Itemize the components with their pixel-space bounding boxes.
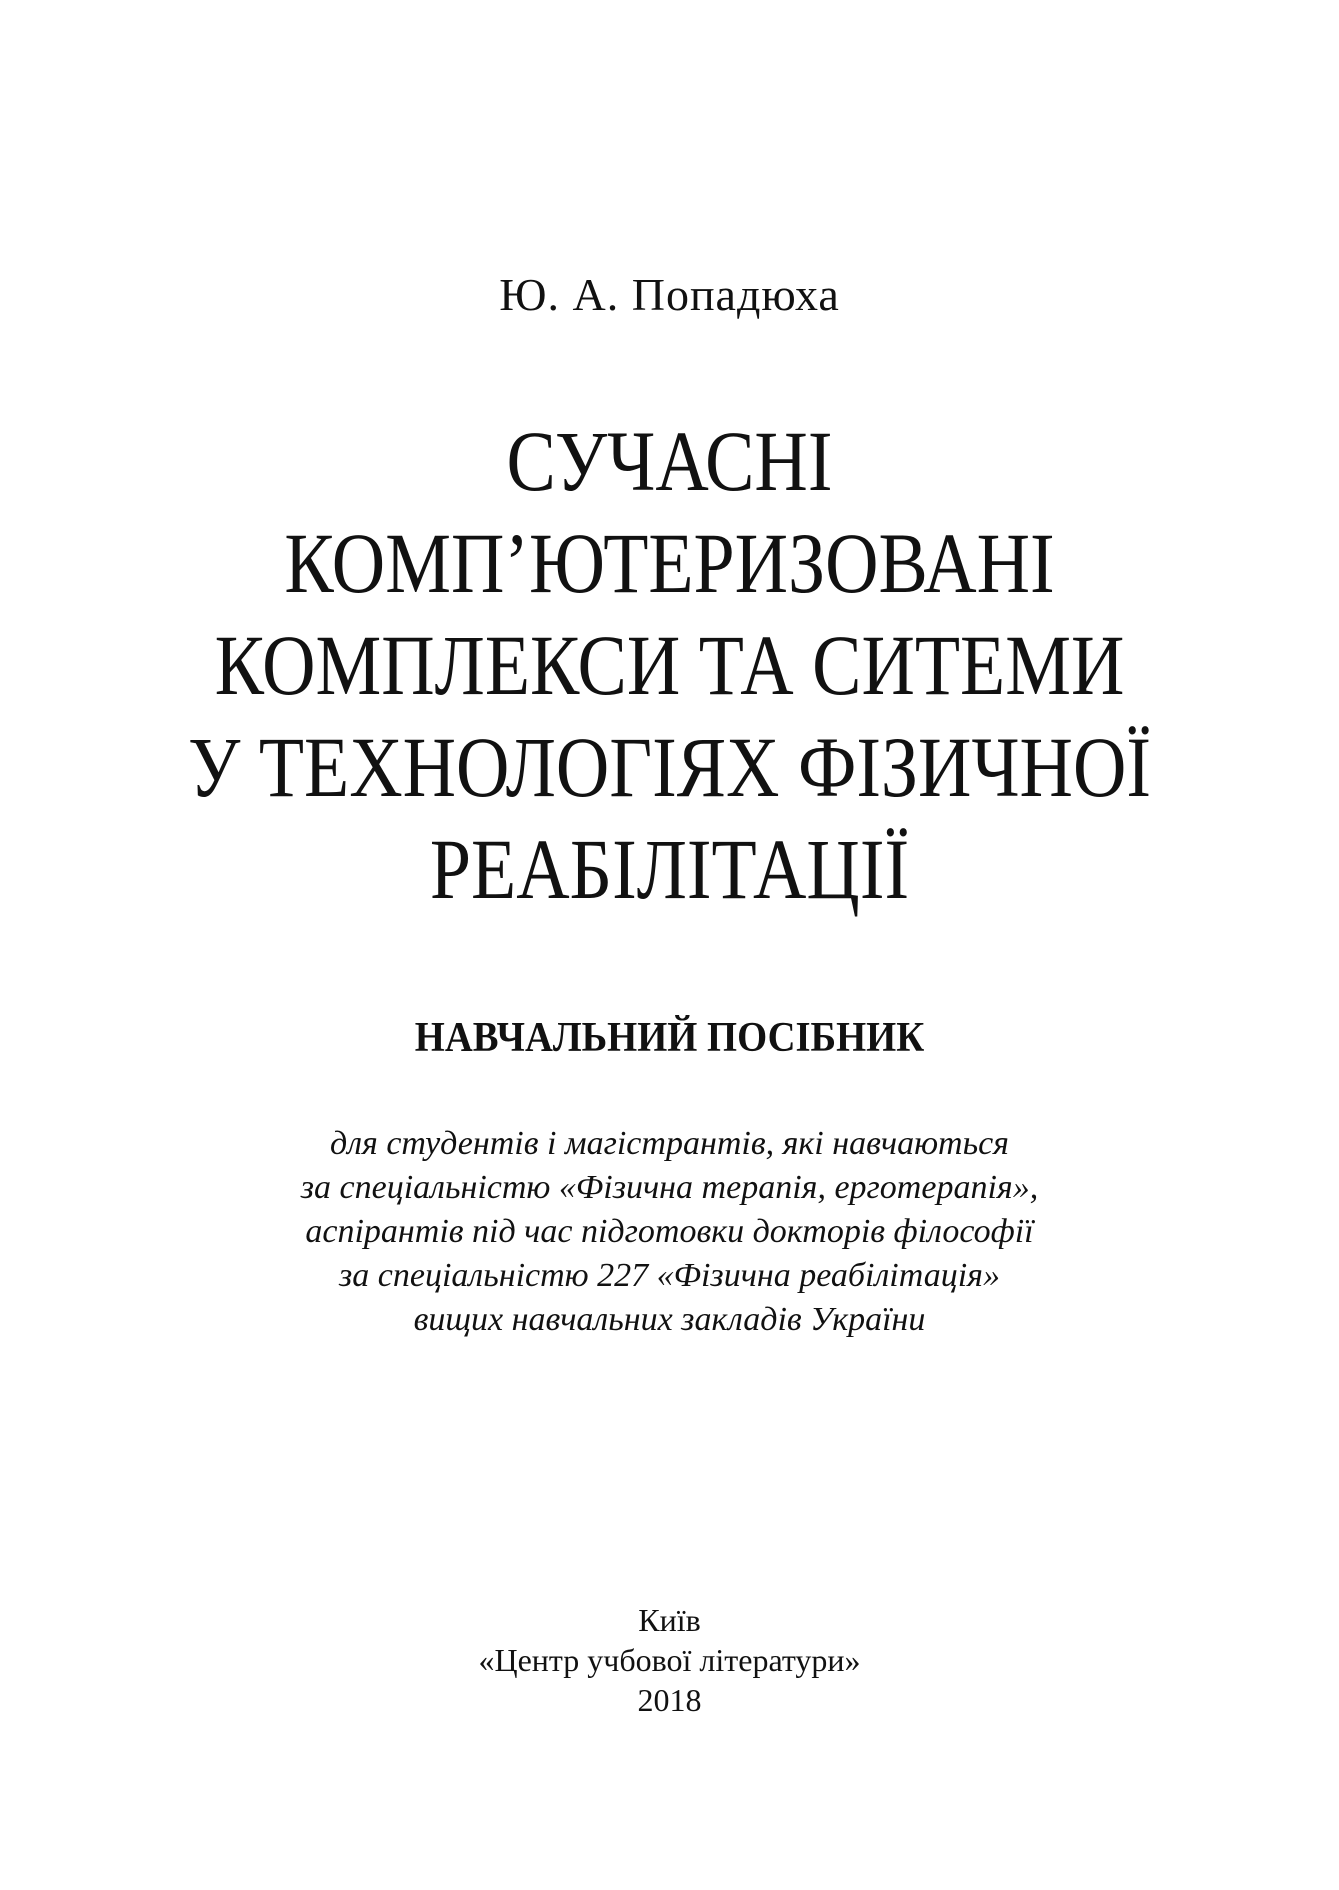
author-name: Ю. А. Попадюха [499,269,840,320]
title-line: КОМПЛЕКСИ ТА СИТЕМИ [214,617,1125,713]
description-line: за спеціальністю «Фізична терапія, ерготерапія», [300,1169,1039,1206]
imprint [0,1600,1339,1720]
description-line: за спеціальністю 227 «Фізична реабілітація» [339,1257,1000,1294]
title-line: СУЧАСНІ [506,413,833,509]
title-line: РЕАБІЛІТАЦІЇ [429,821,910,917]
imprint-year: 2018 [637,1682,702,1718]
book-subtitle: НАВЧАЛЬНИЙ ПОСІБНИК [414,1015,925,1061]
book-title [0,410,1339,920]
title-line: У ТЕХНОЛОГІЯХ ФІЗИЧНОЇ [187,719,1151,815]
description-line: аспірантів під час підготовки докторів філософії [305,1213,1034,1250]
description-line: вищих навчальних закладів України [413,1301,926,1338]
description-line: для студентів і магістрантів, які навчаються [330,1125,1009,1162]
imprint-city: Київ [638,1602,701,1638]
imprint-publisher: «Центр учбової літератури» [478,1642,861,1678]
audience-description [0,1122,1339,1342]
title-line: КОМП’ЮТЕРИЗОВАНІ [284,515,1055,611]
